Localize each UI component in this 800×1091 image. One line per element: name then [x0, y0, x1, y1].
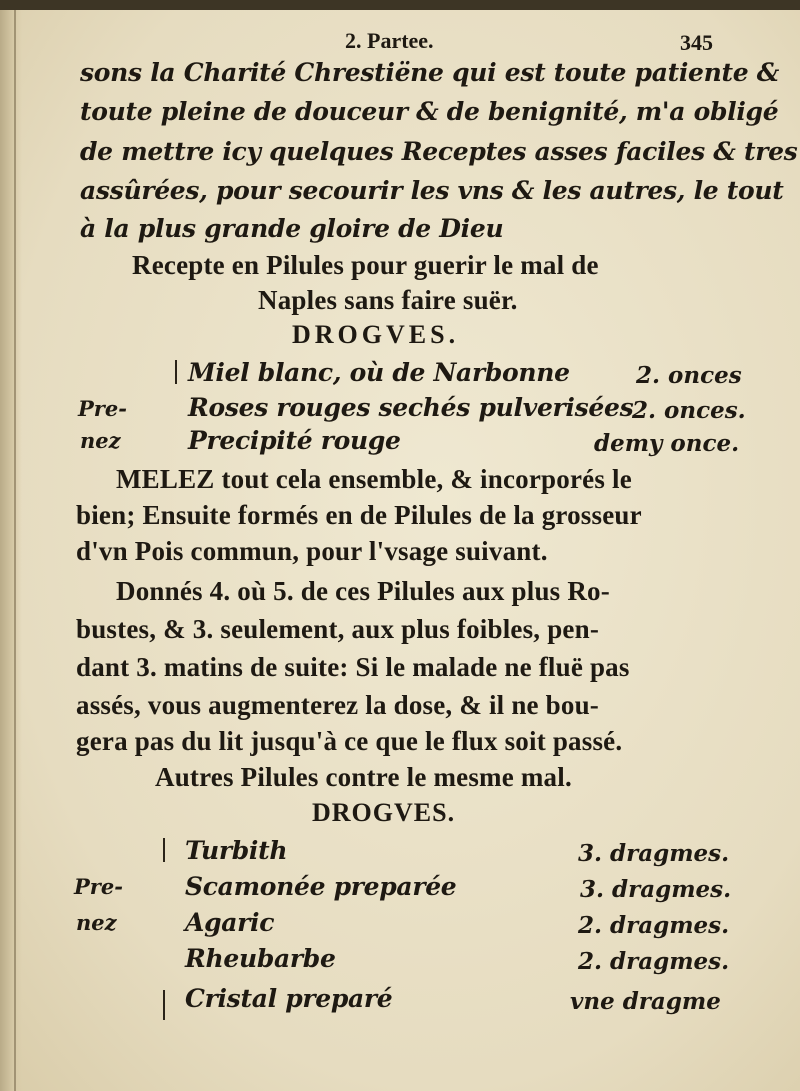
- instruction-line: gera pas du lit jusqu'à ce que le flux soit passé.: [76, 726, 623, 756]
- ingredient-qty: vne dragme: [570, 988, 721, 1015]
- intro-line: sons la Charité Chrestiëne qui est toute patiente &: [80, 58, 780, 87]
- instruction-line: dant 3. matins de suite: Si le malade ne fluë pas: [76, 652, 630, 682]
- page-number: 345: [680, 30, 713, 55]
- ingredient-name: Cristal preparé: [185, 984, 393, 1013]
- ingredient-name: Rheubarbe: [185, 944, 336, 973]
- side-label: Pre-: [78, 396, 127, 421]
- ingredient-name: Precipité rouge: [188, 426, 401, 455]
- ingredient-name: Miel blanc, où de Narbonne: [188, 358, 570, 387]
- brace-mark: [163, 990, 165, 1020]
- binding-gutter: [0, 10, 22, 1091]
- gutter-crease: [14, 10, 16, 1091]
- recipe1-title-line: Recepte en Pilules pour guerir le mal de: [132, 250, 599, 280]
- instruction-line: bustes, & 3. seulement, aux plus foibles, pen-: [76, 614, 600, 644]
- instruction-line: assés, vous augmenterez la dose, & il ne bou-: [76, 690, 600, 720]
- ingredient-name: Roses rouges sechés pulverisées: [188, 393, 634, 422]
- instruction-line: MELEZ tout cela ensemble, & incorporés le: [116, 464, 632, 494]
- ingredient-qty: 3. dragmes.: [578, 840, 730, 867]
- intro-line: de mettre icy quelques Receptes asses faciles & tres: [80, 137, 798, 166]
- intro-line: assûrées, pour secourir les vns & les autres, le tout: [80, 176, 784, 205]
- intro-line: à la plus grande gloire de Dieu: [80, 214, 504, 243]
- ingredient-qty: 2. dragmes.: [578, 948, 730, 975]
- ingredient-qty: 3. dragmes.: [580, 876, 732, 903]
- brace-mark: [163, 838, 165, 862]
- ingredient-qty: 2. onces: [636, 362, 742, 389]
- side-label: nez: [76, 910, 117, 935]
- recipe2-drogues-heading: DROGVES.: [312, 798, 456, 827]
- instruction-line: Donnés 4. où 5. de ces Pilules aux plus Ro-: [116, 576, 610, 606]
- ingredient-name: Turbith: [185, 836, 288, 865]
- page-top-edge: [0, 0, 800, 10]
- brace-mark: [175, 360, 177, 384]
- side-label: nez: [80, 428, 121, 453]
- ingredient-name: Scamonée preparée: [185, 872, 457, 901]
- side-label: Pre-: [74, 874, 123, 899]
- running-title: 2. Partee.: [345, 28, 434, 53]
- recipe2-title: Autres Pilules contre le mesme mal.: [155, 762, 572, 792]
- recipe1-drogues-heading: DROGVES.: [292, 320, 460, 349]
- intro-line: toute pleine de douceur & de benignité, m'a obligé: [80, 97, 779, 126]
- ingredient-qty: 2. onces.: [632, 397, 746, 424]
- instruction-line: d'vn Pois commun, pour l'vsage suivant.: [76, 536, 548, 566]
- recipe1-title-line: Naples sans faire suër.: [258, 285, 518, 315]
- ingredient-name: Agaric: [185, 908, 275, 937]
- instruction-line: bien; Ensuite formés en de Pilules de la grosseur: [76, 500, 642, 530]
- ingredient-qty: 2. dragmes.: [578, 912, 730, 939]
- ingredient-qty: demy once.: [594, 430, 740, 457]
